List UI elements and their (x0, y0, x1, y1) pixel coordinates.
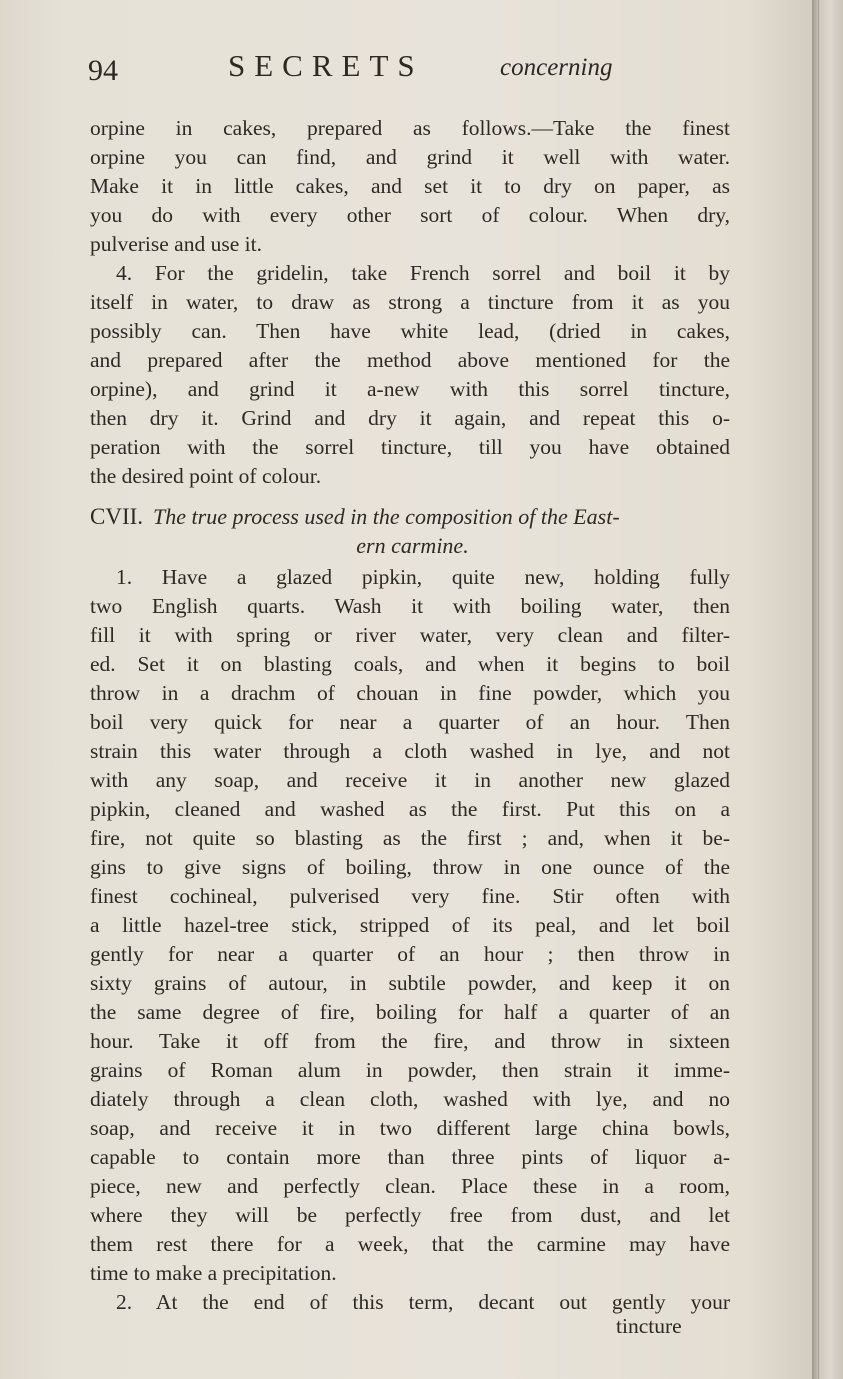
text-line: boil very quick for near a quarter of an hour. Then (90, 710, 730, 734)
text-line: orpine), and grind it a-new with this sorrel tincture, (90, 377, 730, 401)
section-title: The true process used in the composition of the East- (153, 504, 620, 529)
text-line: time to make a precipitation. (90, 1261, 337, 1285)
running-head: SECRETS (228, 48, 424, 83)
section-number: CVII. (90, 504, 144, 529)
text-line: soap, and receive it in two different large china bowls, (90, 1116, 730, 1140)
paragraph-orpine (90, 114, 730, 259)
text-line: sixty grains of autour, in subtile powder, and keep it on (90, 971, 730, 995)
text-line: where they will be perfectly free from dust, and let (90, 1203, 730, 1227)
text-line: 4. For the gridelin, take French sorrel and boil it by (116, 261, 730, 285)
catchword: tincture (616, 1314, 682, 1338)
text-line: the desired point of colour. (90, 464, 322, 488)
text-line: Make it in little cakes, and set it to dry on paper, as (90, 174, 730, 198)
book-spine-edge (812, 0, 843, 1379)
paragraph-carmine-process (90, 563, 730, 1288)
text-line: fill it with spring or river water, very clean and filter- (90, 623, 730, 647)
text-line: throw in a drachm of chouan in fine powder, which you (90, 681, 730, 705)
text-line: orpine you can find, and grind it well with water. (90, 145, 730, 169)
text-line: diately through a clean cloth, washed with lye, and no (90, 1087, 730, 1111)
text-line: finest cochineal, pulverised very fine. Stir often with (90, 884, 730, 908)
text-line: them rest there for a week, that the carmine may have (90, 1232, 730, 1256)
text-line: gently for near a quarter of an hour ; then throw in (90, 942, 730, 966)
text-line: capable to contain more than three pints of liquor a- (90, 1145, 730, 1169)
text-line: the same degree of fire, boiling for half a quarter of an (90, 1000, 730, 1024)
text-line: piece, new and perfectly clean. Place these in a room, (90, 1174, 730, 1198)
text-line: hour. Take it off from the fire, and throw in sixteen (90, 1029, 730, 1053)
page-header (88, 48, 728, 88)
paragraph-decant (90, 1288, 730, 1317)
text-line: orpine in cakes, prepared as follows.—Take the finest (90, 116, 730, 140)
text-line: 2. At the end of this term, decant out gently your (116, 1290, 730, 1314)
text-line: fire, not quite so blasting as the first ; and, when it be- (90, 826, 730, 850)
text-line: pulverise and use it. (90, 232, 262, 256)
section-title-continued: ern carmine. (356, 533, 469, 558)
text-line: and prepared after the method above mentioned for the (90, 348, 730, 372)
text-line: ed. Set it on blasting coals, and when it begins to boil (90, 652, 730, 676)
text-line: strain this water through a cloth washed in lye, and not (90, 739, 730, 763)
text-line: a little hazel-tree stick, stripped of its peal, and let boil (90, 913, 730, 937)
text-line: pipkin, cleaned and washed as the first. Put this on a (90, 797, 730, 821)
text-line: 1. Have a glazed pipkin, quite new, holding fully (116, 565, 730, 589)
text-line: gins to give signs of boiling, throw in one ounce of the (90, 855, 730, 879)
text-line: you do with every other sort of colour. When dry, (90, 203, 730, 227)
paragraph-gridelin (90, 259, 730, 491)
text-line: then dry it. Grind and dry it again, and repeat this o- (90, 406, 730, 430)
running-head-italic: concerning (500, 54, 613, 81)
text-line: with any soap, and receive it in another new glazed (90, 768, 730, 792)
text-line: grains of Roman alum in powder, then strain it imme- (90, 1058, 730, 1082)
page-number: 94 (88, 54, 118, 87)
text-line: peration with the sorrel tincture, till you have obtained (90, 435, 730, 459)
section-heading (90, 502, 735, 560)
text-line: itself in water, to draw as strong a tincture from it as you (90, 290, 730, 314)
text-line: two English quarts. Wash it with boiling water, then (90, 594, 730, 618)
text-line: possibly can. Then have white lead, (dried in cakes, (90, 319, 730, 343)
